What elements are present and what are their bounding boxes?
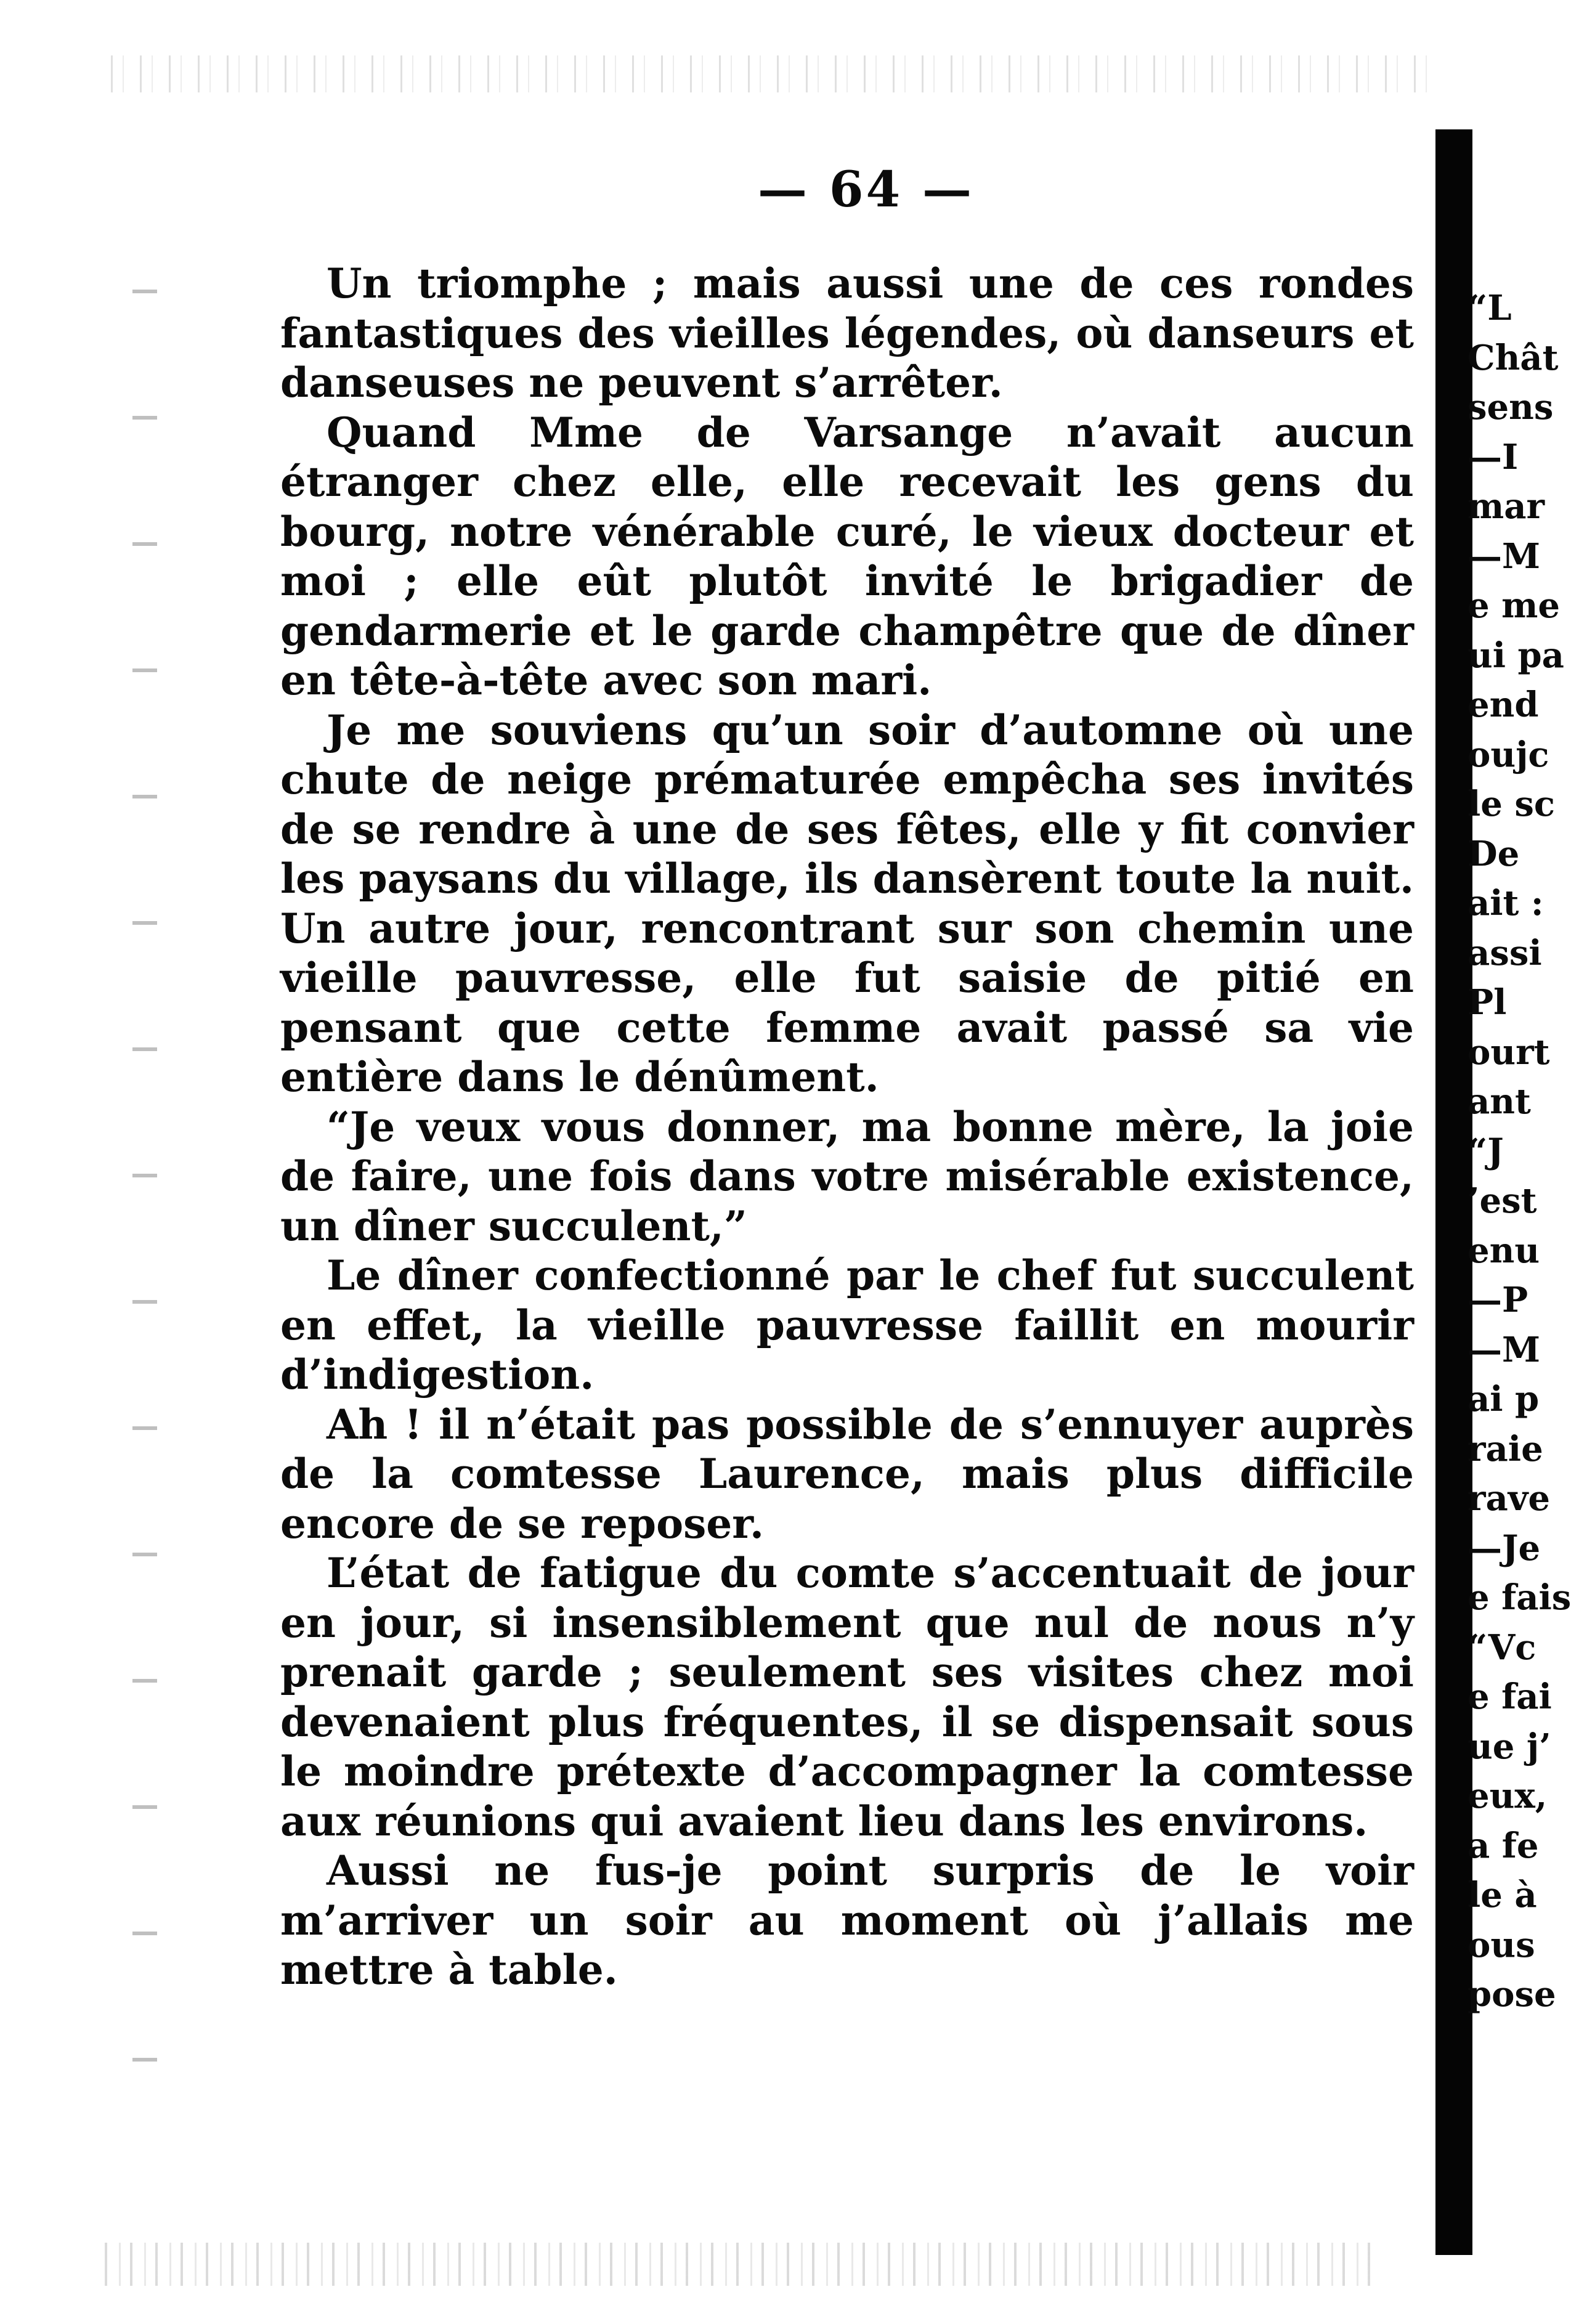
paragraph: Un triomphe ; mais aussi une de ces rondes fantastiques des vieilles légendes, où danseurs et danseuses ne peuvent s’arrêter. <box>280 259 1414 407</box>
facing-page-fragment: enu <box>1467 1230 1540 1271</box>
page-number: — 64 — <box>758 160 975 218</box>
paragraph: Je me souviens qu’un soir d’automne où une chute de neige prématurée empêcha ses invités de se rendre à une de ses fêtes, elle y fit convier les paysans du village, ils dansèrent toute la nuit. Un autre jour, rencontrant sur son chemin une vieille pauvresse, elle fut saisie de pitié en pensant que cette femme avait passé sa vie entière dans le dénûment. <box>280 705 1414 1101</box>
body-text <box>280 259 1414 1995</box>
facing-page-fragment: le sc <box>1467 784 1556 824</box>
facing-page-fragment: Pl <box>1467 982 1507 1023</box>
facing-page-fragment: oujc <box>1467 734 1549 775</box>
facing-page-fragment: ui pa <box>1467 635 1564 676</box>
facing-page-fragment: ait : <box>1467 883 1544 924</box>
book-binding-shadow <box>1435 129 1472 2255</box>
facing-page-fragment: mar <box>1467 486 1545 527</box>
facing-page-fragment: Chât <box>1467 337 1559 378</box>
facing-page-fragment: “L <box>1467 288 1512 328</box>
facing-page-fragment: le à <box>1467 1875 1537 1916</box>
facing-page-fragment: pose <box>1467 1974 1556 2015</box>
paragraph: L’état de fatigue du comte s’accentuait de jour en jour, si insensiblement que nul de nous n’y prenait garde ; seulement ses visites chez moi devenaient plus fréquentes, il se dispensait sous le moindre prétexte d’accompagner la comtesse aux réunions qui avaient lieu dans les environs. <box>280 1549 1414 1845</box>
facing-page-fragment: ant <box>1467 1081 1531 1122</box>
facing-page-fragment: —M <box>1467 535 1540 577</box>
facing-page-fragment: a fe <box>1467 1825 1539 1866</box>
facing-page-fragment: e fai <box>1467 1676 1552 1717</box>
paragraph: “Je veux vous donner, ma bonne mère, la joie de faire, une fois dans votre misérable existence, un dîner succulent,” <box>280 1102 1414 1250</box>
facing-page-fragment: —M <box>1467 1329 1540 1370</box>
scan-noise-top <box>111 55 1435 92</box>
facing-page-fragment: e me <box>1467 585 1561 626</box>
facing-page-edge <box>1467 283 1571 2070</box>
facing-page-fragment: eux, <box>1467 1776 1548 1816</box>
paragraph: Aussi ne fus-je point surpris de le voir m’arriver un soir au moment où j’allais me mettre à table. <box>280 1847 1414 1994</box>
paragraph: Le dîner confectionné par le chef fut succulent en effet, la vieille pauvresse faillit en mourir d’indigestion. <box>280 1251 1414 1399</box>
facing-page-fragment: —I <box>1467 436 1519 477</box>
facing-page-fragment: ourt <box>1467 1031 1550 1073</box>
facing-page-fragment: assi <box>1467 932 1542 973</box>
paragraph: Ah ! il n’était pas possible de s’ennuyer auprès de la comtesse Laurence, mais plus difficile encore de se reposer. <box>280 1400 1414 1548</box>
facing-page-fragment: sens <box>1467 387 1554 428</box>
scan-noise-bottom <box>105 2243 1374 2286</box>
facing-page-fragment: De <box>1467 833 1520 874</box>
facing-page-fragment: ’est <box>1467 1180 1537 1221</box>
facing-page-fragment: —P <box>1467 1280 1528 1320</box>
scan-noise-left-margin <box>132 234 157 2144</box>
facing-page-fragment: rave <box>1467 1478 1550 1519</box>
facing-page-fragment: —Je <box>1467 1527 1541 1569</box>
facing-page-fragment: ai p <box>1467 1379 1540 1420</box>
paragraph: Quand Mme de Varsange n’avait aucun étranger chez elle, elle recevait les gens du bourg, notre vénérable curé, le vieux docteur et moi ; elle eût plutôt invité le brigadier de gendarmerie et le garde champêtre que de dîner en tête-à-tête avec son mari. <box>280 408 1414 704</box>
facing-page-fragment: e fais <box>1467 1577 1571 1618</box>
facing-page-fragment: ue j’ <box>1467 1726 1551 1767</box>
facing-page-fragment: ous <box>1467 1924 1535 1965</box>
facing-page-fragment: end <box>1467 685 1539 725</box>
facing-page-fragment: “J <box>1467 1131 1504 1172</box>
facing-page-fragment: “Vc <box>1467 1627 1536 1668</box>
facing-page-fragment: raie <box>1467 1428 1543 1469</box>
